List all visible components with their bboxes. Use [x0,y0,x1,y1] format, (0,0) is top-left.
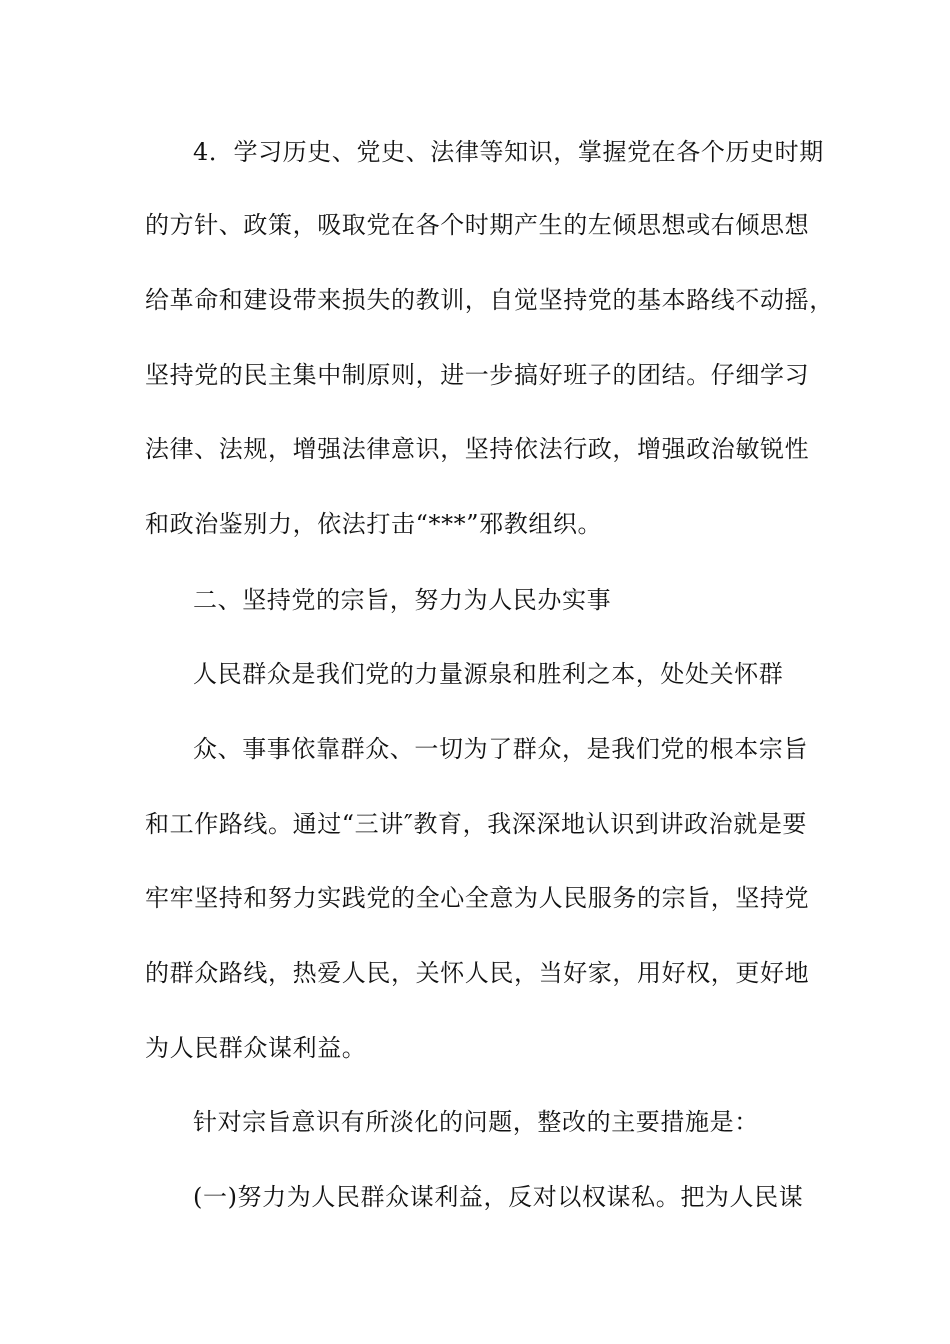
paragraph-line-8: 人民群众是我们党的力量源泉和胜利之本，处处关怀群 [193,660,784,688]
paragraph-line-12: 的群众路线，热爱人民，关怀人民，当好家，用好权，更好地 [145,959,810,987]
paragraph-line-11: 牢牢坚持和努力实践党的全心全意为人民服务的宗旨，坚持党 [145,884,810,912]
paragraph-line-15: (一)努力为人民群众谋利益，反对以权谋私。把为人民谋 [193,1183,804,1211]
section-heading: 二、坚持党的宗旨，努力为人民办实事 [193,586,612,614]
paragraph-line-6: 和政治鉴别力，依法打击“***”邪教组织。 [145,510,603,538]
paragraph-line-9: 众、事事依靠群众、一切为了群众，是我们党的根本宗旨 [193,735,808,763]
paragraph-line-5: 法律、法规，增强法律意识，坚持依法行政，增强政治敏锐性 [145,435,810,463]
paragraph-line-4: 坚持党的民主集中制原则，进一步搞好班子的团结。仔细学习 [145,361,810,389]
paragraph-line-1: 4．学习历史、党史、法律等知识，掌握党在各个历史时期 [193,138,824,166]
paragraph-line-13: 为人民群众谋利益。 [145,1034,367,1062]
paragraph-line-2: 的方针、政策，吸取党在各个时期产生的左倾思想或右倾思想 [145,211,810,239]
paragraph-line-14: 针对宗旨意识有所淡化的问题，整改的主要措施是： [193,1108,759,1136]
paragraph-line-3: 给革命和建设带来损失的教训，自觉坚持党的基本路线不动摇， [145,286,834,314]
paragraph-line-10: 和工作路线。通过“三讲″教育，我深深地认识到讲政治就是要 [145,810,808,838]
